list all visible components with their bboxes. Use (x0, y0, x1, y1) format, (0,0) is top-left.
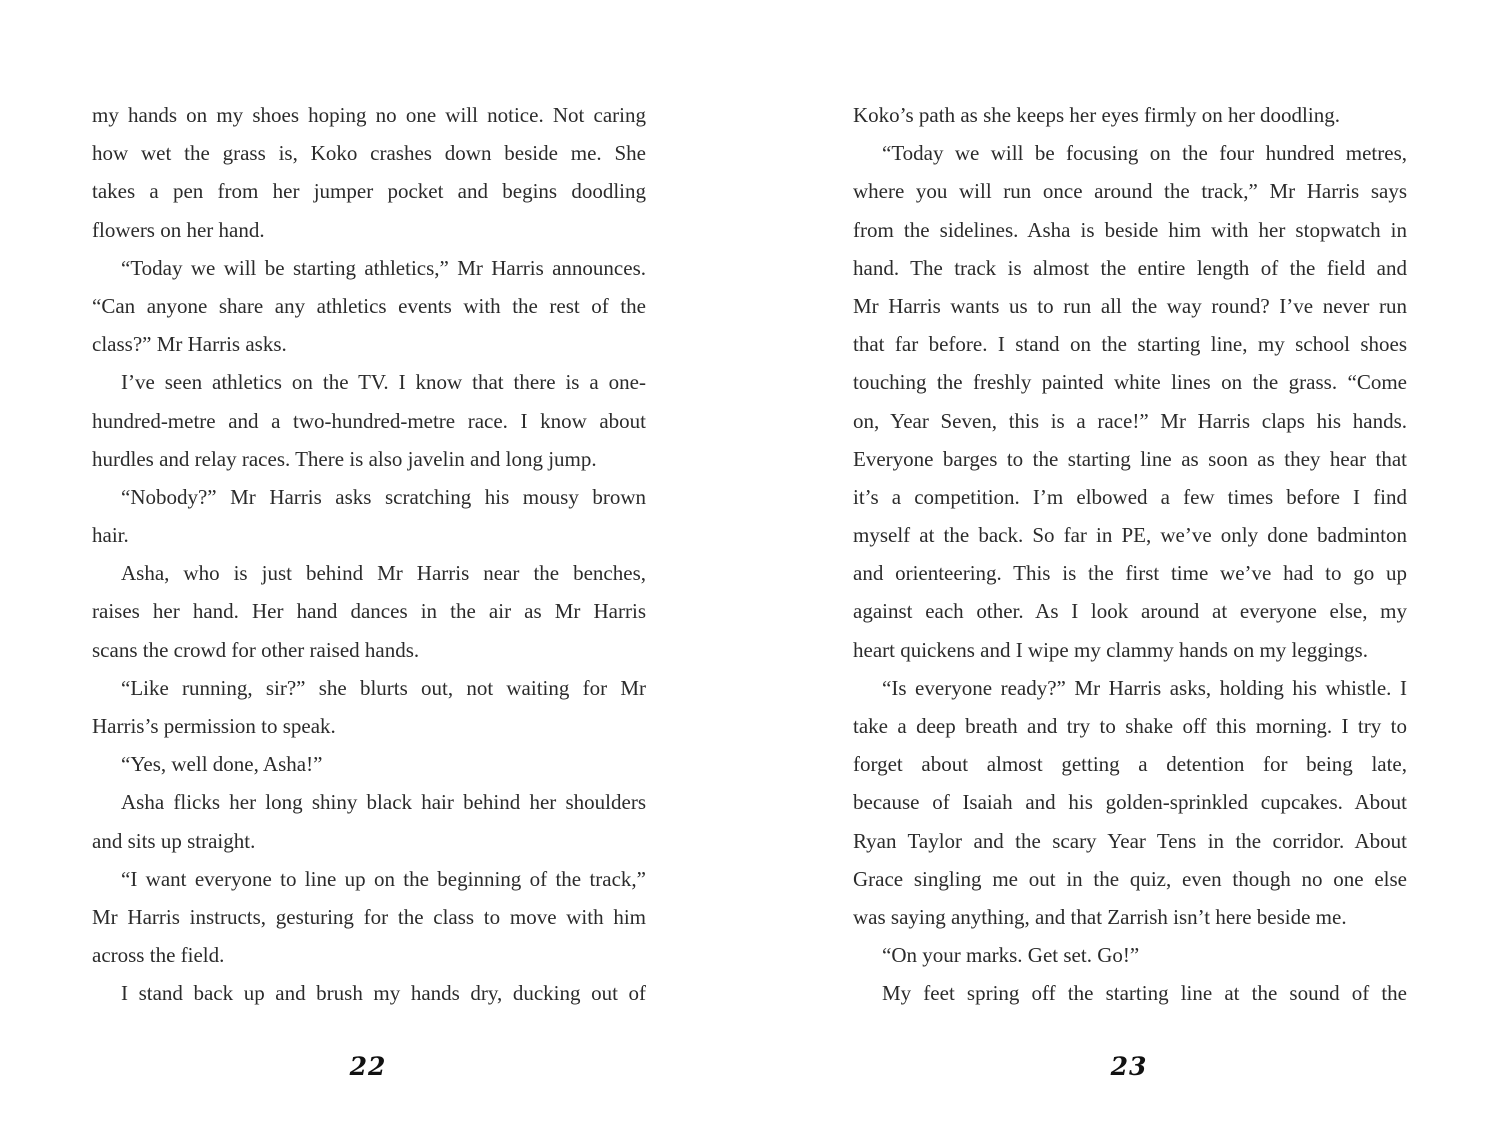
text-line: Mr Harris wants us to run all the way round? I’ve never run (853, 293, 1407, 318)
text-line: and sits up straight. (92, 828, 256, 853)
text-line: flowers on her hand. (92, 217, 265, 242)
text-line: Koko’s path as she keeps her eyes firmly on her doodling. (853, 103, 1340, 127)
text-line: hundred-metre and a two-hundred-metre race. I know about (92, 408, 646, 433)
text-line: “Yes, well done, Asha!” (121, 752, 323, 777)
text-line: My feet spring off the starting line at the sound of the (882, 981, 1407, 1006)
text-line: on, Year Seven, this is a race!” Mr Harris claps his hands. (853, 408, 1407, 433)
text-line: Grace singling me out in the quiz, even though no one else (853, 866, 1407, 891)
right-page (853, 96, 1407, 1013)
text-line: how wet the grass is, Koko crashes down beside me. She (92, 141, 646, 166)
text-line: Asha flicks her long shiny black hair behind her shoulders (121, 790, 646, 815)
text-line: class?” Mr Harris asks. (92, 332, 287, 357)
text-line: it’s a competition. I’m elbowed a few times before I find (853, 484, 1407, 509)
text-line: “Can anyone share any athletics events with the rest of the (92, 293, 646, 318)
text-line: take a deep breath and try to shake off this morning. I try to (853, 714, 1407, 738)
text-line: and orienteering. This is the first time we’ve had to go up (853, 561, 1407, 586)
text-line: “Like running, sir?” she blurts out, not waiting for Mr (121, 675, 646, 700)
text-line: my hands on my shoes hoping no one will notice. Not caring (92, 103, 646, 127)
text-line: hand. The track is almost the entire length of the field and (853, 255, 1407, 280)
text-line: from the sidelines. Asha is beside him with her stopwatch in (853, 217, 1407, 242)
left-page (92, 96, 646, 1013)
text-line: across the field. (92, 943, 225, 968)
text-line: Ryan Taylor and the scary Year Tens in the corridor. About (853, 828, 1407, 853)
text-line: “Today we will be focusing on the four hundred metres, (882, 141, 1407, 166)
text-line: “Is everyone ready?” Mr Harris asks, holding his whistle. I (882, 675, 1407, 700)
text-line: where you will run once around the track,” Mr Harris says (853, 179, 1407, 204)
page-number-left: 22 (349, 1052, 387, 1081)
text-line: forget about almost getting a detention for being late, (853, 752, 1407, 777)
text-line: “I want everyone to line up on the beginning of the track,” (121, 866, 646, 891)
text-line: takes a pen from her jumper pocket and begins doodling (92, 179, 646, 204)
text-line: hair. (92, 523, 129, 548)
text-line: was saying anything, and that Zarrish isn’t here beside me. (853, 904, 1347, 929)
text-line: touching the freshly painted white lines on the grass. “Come (853, 370, 1407, 395)
text-line: that far before. I stand on the starting line, my school shoes (853, 332, 1407, 357)
text-line: hurdles and relay races. There is also javelin and long jump. (92, 446, 597, 471)
text-line: raises her hand. Her hand dances in the air as Mr Harris (92, 599, 646, 624)
text-line: “Today we will be starting athletics,” Mr Harris announces. (121, 255, 646, 280)
text-line: Harris’s permission to speak. (92, 714, 336, 738)
page-number-right: 23 (1110, 1052, 1148, 1081)
text-line: heart quickens and I wipe my clammy hands on my leggings. (853, 637, 1368, 662)
text-line: Mr Harris instructs, gesturing for the class to move with him (92, 904, 646, 929)
text-line: “On your marks. Get set. Go!” (882, 943, 1140, 968)
text-line: I’ve seen athletics on the TV. I know that there is a one- (121, 370, 646, 395)
text-line: Everyone barges to the starting line as soon as they hear that (853, 446, 1407, 471)
text-line: against each other. As I look around at everyone else, my (853, 599, 1407, 624)
text-line: I stand back up and brush my hands dry, ducking out of (121, 981, 646, 1006)
text-line: “Nobody?” Mr Harris asks scratching his mousy brown (121, 484, 646, 509)
text-line: Asha, who is just behind Mr Harris near the benches, (121, 561, 646, 586)
text-line: scans the crowd for other raised hands. (92, 637, 420, 662)
text-line: because of Isaiah and his golden-sprinkled cupcakes. About (853, 790, 1407, 815)
text-line: myself at the back. So far in PE, we’ve only done badminton (853, 523, 1407, 548)
